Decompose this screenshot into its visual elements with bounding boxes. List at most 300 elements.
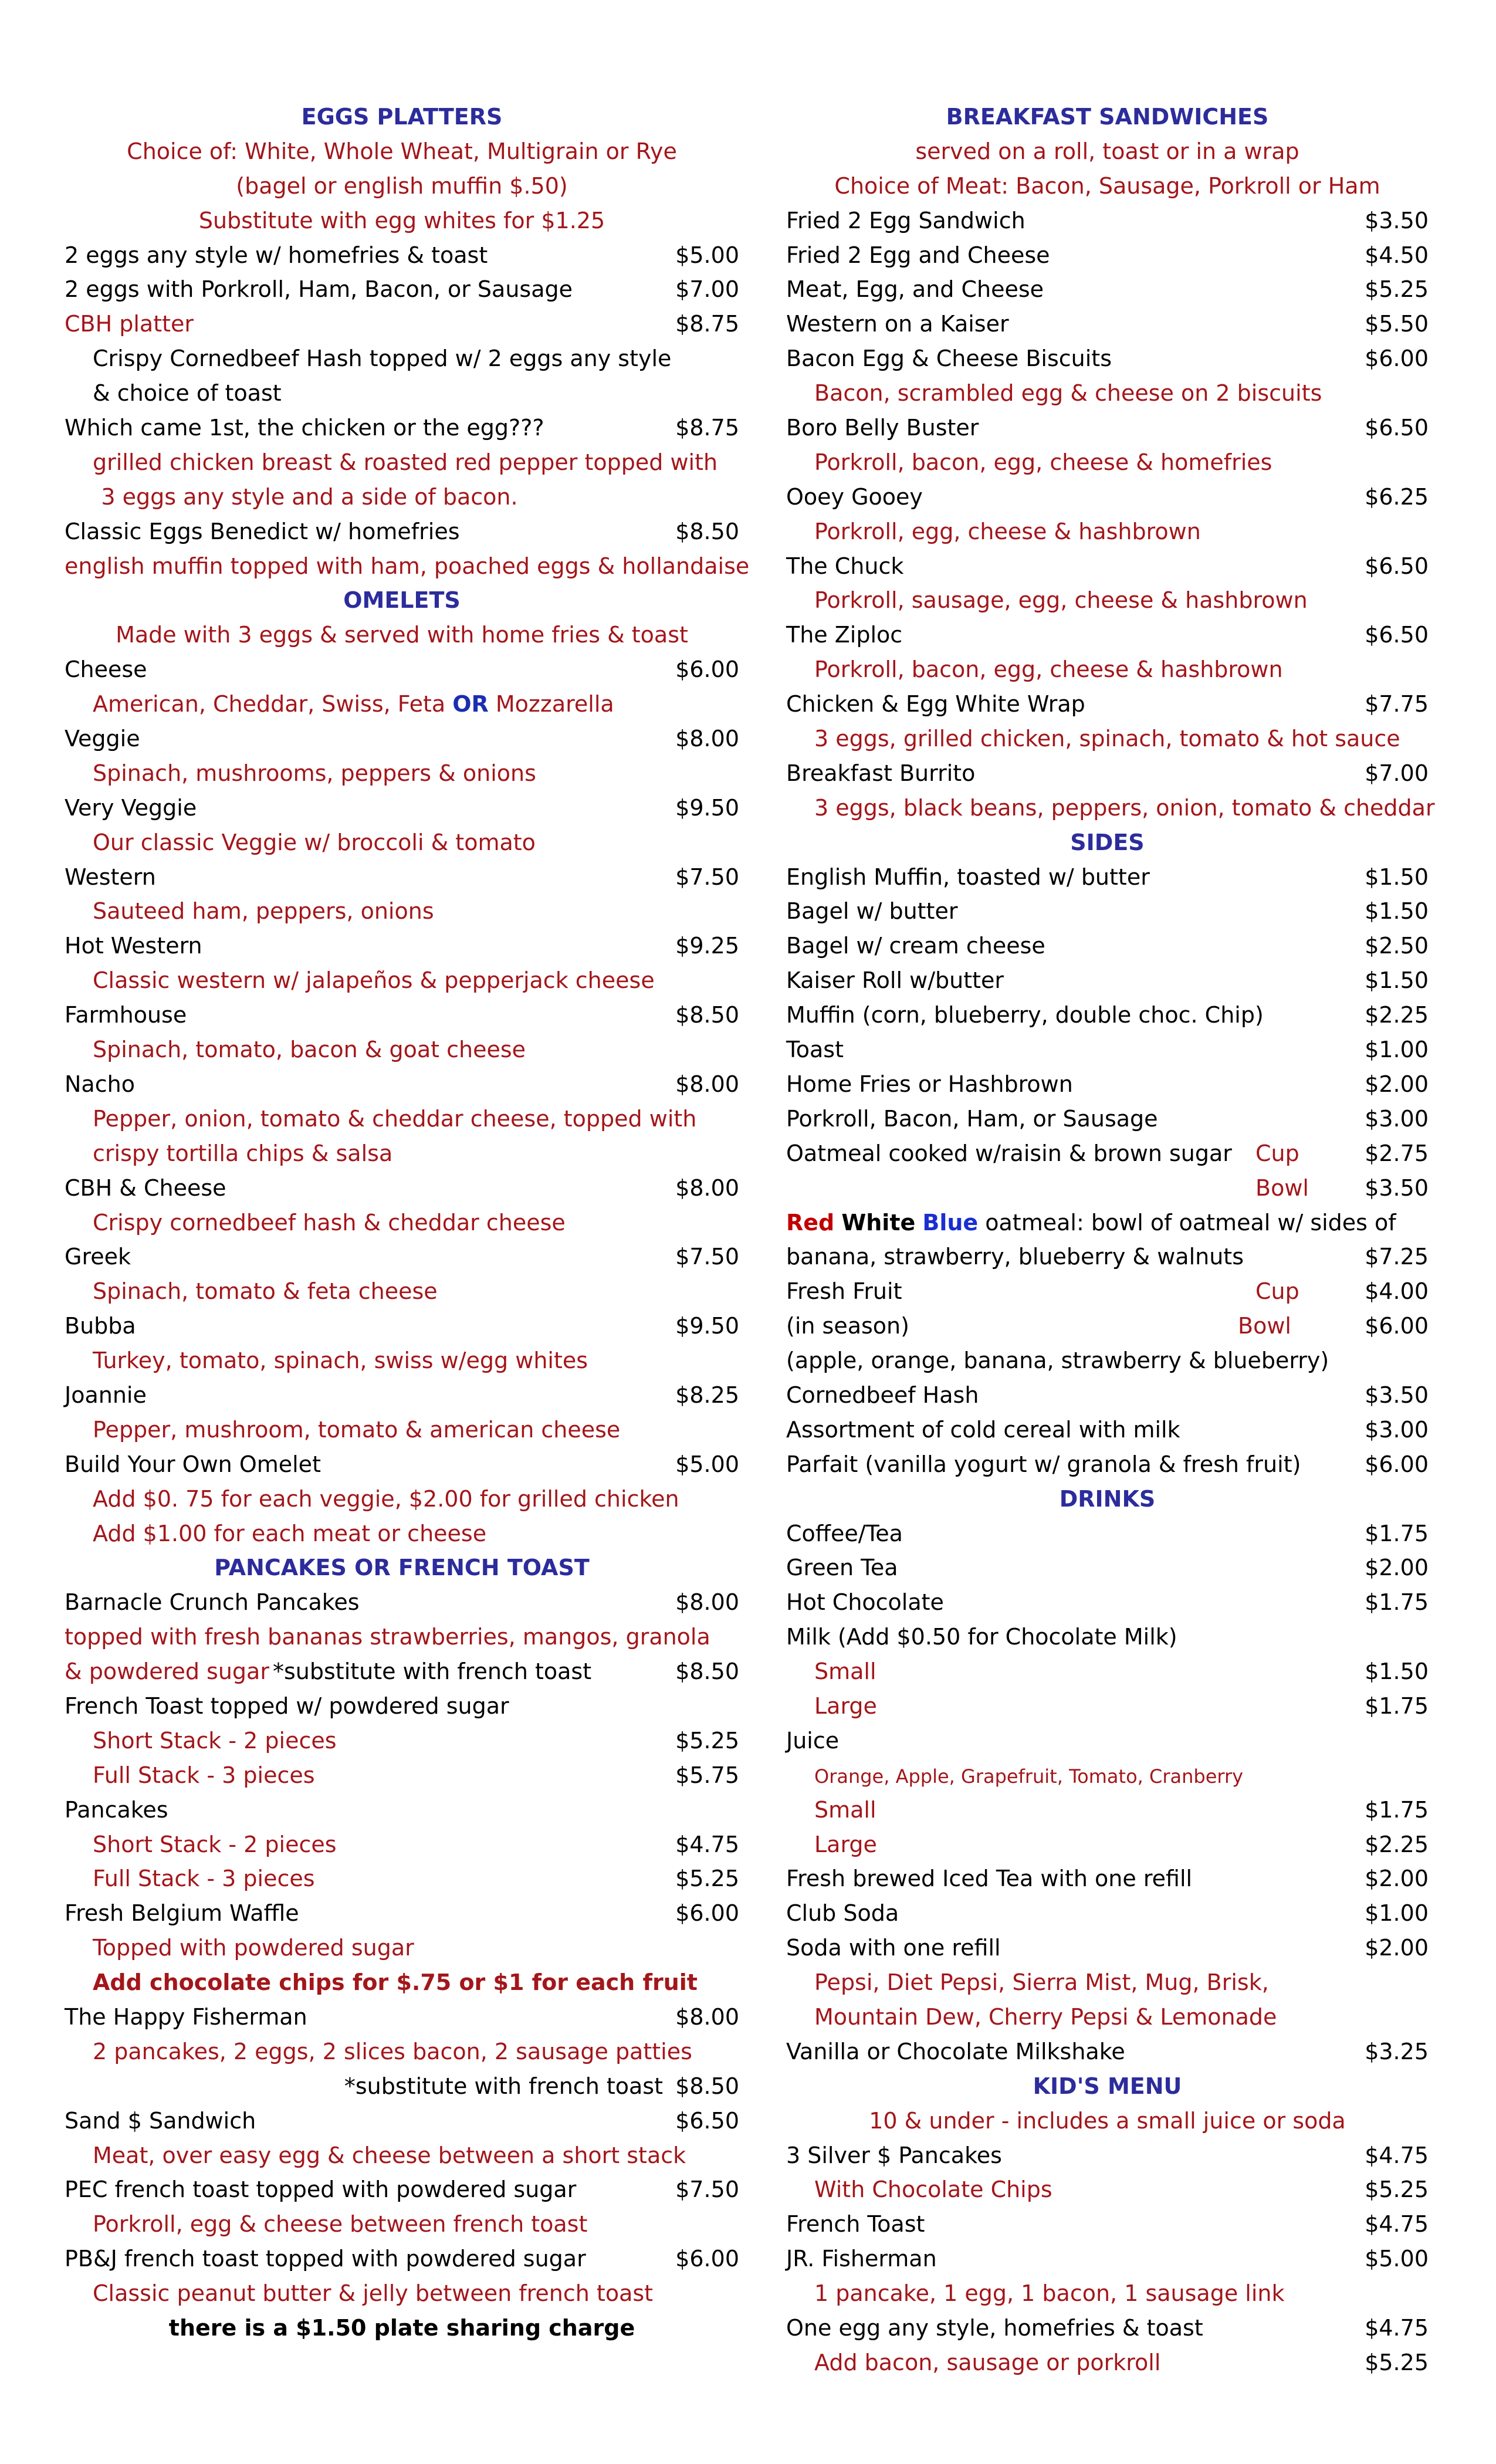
- item-text: (in season): [786, 1313, 909, 1339]
- menu-item: [786, 998, 1429, 1033]
- item-text: Build Your Own Omelet: [65, 1451, 321, 1477]
- menu-item: [65, 722, 739, 756]
- item-price: $5.00: [1365, 2246, 1429, 2272]
- item-text: Orange, Apple, Grapefruit, Tomato, Cranberry: [814, 1765, 1244, 1788]
- item-text: Bacon, scrambled egg & cheese on 2 biscuits: [814, 380, 1322, 407]
- menu-item: [65, 1793, 739, 1827]
- menu-item: [786, 1309, 1429, 1343]
- item-text: Barnacle Crunch Pancakes: [65, 1589, 360, 1616]
- item-text: (bagel or english muffin $.50): [236, 172, 568, 199]
- item-description: [786, 722, 1429, 756]
- item-price: $1.00: [1365, 1900, 1429, 1927]
- item-text: Sand $ Sandwich: [65, 2107, 256, 2134]
- menu-item: [786, 411, 1429, 445]
- item-description: [786, 2276, 1429, 2311]
- item-text: Joannie: [65, 1382, 147, 1408]
- item-text: Assortment of cold cereal with milk: [786, 1416, 1180, 1443]
- item-text: 3 eggs, grilled chicken, spinach, tomato & hot sauce: [814, 726, 1400, 752]
- color-word-white: White: [841, 1209, 916, 1236]
- item-text: Add bacon, sausage or porkroll: [814, 2349, 1161, 2375]
- portion-size: Cup: [1255, 1140, 1299, 1166]
- item-text: 3 eggs, black beans, peppers, onion, tomato & cheddar: [814, 794, 1435, 821]
- item-text: 10 & under - includes a small juice or soda: [869, 2107, 1346, 2134]
- item-text: Western: [65, 864, 156, 890]
- item-text: Spinach, mushrooms, peppers & onions: [93, 760, 536, 786]
- item-description: [65, 963, 739, 998]
- item-text: Choice of Meat: Bacon, Sausage, Porkroll or Ham: [834, 172, 1380, 199]
- section-heading: [786, 2069, 1429, 2104]
- item-description: [786, 652, 1429, 687]
- item-text: PEC french toast topped with powdered sugar: [65, 2177, 577, 2203]
- item-text: BREAKFAST SANDWICHES: [946, 104, 1269, 130]
- item-description: [65, 1482, 739, 1517]
- item-description: [65, 2138, 739, 2173]
- item-text: PANCAKES OR FRENCH TOAST: [214, 1555, 590, 1581]
- item-price: $5.50: [1365, 311, 1429, 337]
- item-text: 2 eggs with Porkroll, Ham, Bacon, or Sausage: [65, 276, 573, 303]
- menu-item: [65, 2242, 739, 2276]
- item-text: OMELETS: [343, 587, 461, 614]
- item-description: [786, 515, 1429, 549]
- item-description: [65, 687, 739, 722]
- item-price: $1.00: [1365, 1037, 1429, 1063]
- item-price: $5.75: [675, 1762, 739, 1788]
- item-text: The Chuck: [786, 553, 904, 579]
- item-text: banana, strawberry, blueberry & walnuts: [786, 1244, 1244, 1270]
- item-text: Classic peanut butter & jelly between french toast: [93, 2280, 654, 2307]
- menu-item: [786, 307, 1429, 341]
- item-price: $8.50: [675, 1002, 739, 1028]
- item-description: [65, 1965, 739, 2000]
- item-text: Crispy Cornedbeef Hash topped w/ 2 eggs any style: [93, 346, 672, 372]
- menu-item: [65, 2069, 739, 2104]
- item-text: French Toast: [786, 2211, 925, 2238]
- menu-item: [65, 2000, 739, 2035]
- item-text: Substitute with egg whites for $1.25: [198, 207, 605, 233]
- item-text: topped with fresh bananas strawberries, mangos, granola: [65, 1624, 710, 1650]
- item-text-rest: oatmeal: bowl of oatmeal w/ sides of: [978, 1209, 1396, 1236]
- item-text: Turkey, tomato, spinach, swiss w/egg whites: [93, 1348, 588, 1374]
- item-price: $6.00: [675, 656, 739, 683]
- menu-item: [786, 1343, 1429, 1378]
- item-text: Kaiser Roll w/butter: [786, 967, 1004, 994]
- menu-item: [786, 687, 1429, 722]
- item-price: $1.75: [1365, 1796, 1429, 1823]
- item-description: [65, 549, 750, 584]
- item-text: (apple, orange, banana, strawberry & blueberry): [786, 1348, 1329, 1374]
- item-text: Hot Western: [65, 933, 202, 959]
- item-price: $3.25: [1365, 2038, 1429, 2064]
- item-price: $3.50: [1365, 207, 1429, 233]
- item-description: [786, 1758, 1429, 1793]
- menu-item: [65, 1240, 739, 1274]
- item-text: PB&J french toast topped with powdered sugar: [65, 2246, 586, 2272]
- item-price: $5.25: [1365, 2177, 1429, 2203]
- item-description: [65, 1413, 739, 1447]
- item-text: Sauteed ham, peppers, onions: [93, 898, 434, 925]
- item-description: [65, 1102, 739, 1136]
- item-text: The Ziploc: [786, 622, 903, 648]
- item-price: $8.00: [675, 1589, 739, 1616]
- item-description: [786, 1689, 1429, 1724]
- item-text: english muffin topped with ham, poached eggs & hollandaise: [65, 553, 750, 579]
- item-text: EGGS PLATTERS: [301, 104, 503, 130]
- item-price: $3.00: [1365, 1416, 1429, 1443]
- item-text: Large: [814, 1831, 877, 1857]
- item-text: KID'S MENU: [1033, 2073, 1182, 2099]
- item-description: [786, 2345, 1429, 2380]
- item-description: [65, 2035, 739, 2069]
- item-text: crispy tortilla chips & salsa: [93, 1140, 393, 1166]
- item-price: $5.25: [1365, 2349, 1429, 2375]
- menu-item: [65, 1309, 739, 1343]
- item-price: $6.00: [675, 1900, 739, 1927]
- item-text: Very Veggie: [65, 794, 197, 821]
- item-text: Hot Chocolate: [786, 1589, 944, 1616]
- color-word-blue: Blue: [922, 1209, 979, 1236]
- item-description: [65, 169, 739, 204]
- item-price: $7.50: [675, 2177, 739, 2203]
- item-text: Fresh Fruit: [786, 1278, 902, 1305]
- item-price: $7.50: [675, 864, 739, 890]
- item-price: $5.25: [1365, 276, 1429, 303]
- item-description: [786, 1827, 1429, 1862]
- menu-item: [65, 1447, 739, 1482]
- item-text: grilled chicken breast & roasted red pepper topped with: [93, 449, 718, 475]
- item-price: $9.50: [675, 1313, 739, 1339]
- item-text: Veggie: [65, 726, 140, 752]
- item-price: $2.50: [1365, 933, 1429, 959]
- item-text: Pepsi, Diet Pepsi, Sierra Mist, Mug, Brisk,: [814, 1969, 1269, 1996]
- menu-item: [65, 1067, 739, 1102]
- menu-item: [786, 1033, 1429, 1067]
- item-text: Oatmeal cooked w/raisin & brown sugar: [786, 1140, 1232, 1166]
- item-text: SIDES: [1070, 829, 1145, 855]
- item-text: Short Stack - 2 pieces: [93, 1727, 337, 1754]
- item-price: $1.50: [1365, 864, 1429, 890]
- item-text: Made with 3 eggs & served with home fries & toast: [116, 622, 688, 648]
- item-description: [65, 1206, 739, 1240]
- item-text: Pepper, onion, tomato & cheddar cheese, topped with: [93, 1105, 697, 1132]
- menu-item: [65, 411, 739, 445]
- item-text: served on a roll, toast or in a wrap: [915, 138, 1299, 164]
- menu-item: [65, 376, 739, 411]
- item-price: $1.50: [1365, 1659, 1429, 1685]
- menu-item: [786, 1413, 1429, 1447]
- menu-item: [786, 549, 1429, 584]
- menu-item: [65, 515, 739, 549]
- item-text: Porkroll, sausage, egg, cheese & hashbrown: [814, 587, 1308, 614]
- menu-item: [786, 1274, 1429, 1309]
- item-text: Pepper, mushroom, tomato & american cheese: [93, 1416, 621, 1443]
- menu-item: [786, 1620, 1429, 1654]
- item-text: Large: [814, 1693, 877, 1719]
- item-text: One egg any style, homefries & toast: [786, 2315, 1203, 2341]
- item-text-end: Mozzarella: [488, 691, 614, 717]
- item-text: Bagel w/ butter: [786, 898, 958, 925]
- item-text: CBH platter: [65, 311, 194, 337]
- item-text: Greek: [65, 1244, 131, 1270]
- item-description: [786, 1965, 1429, 2000]
- item-price: $4.50: [1365, 242, 1429, 268]
- item-text: Add chocolate chips for $.75 or $1 for each fruit: [93, 1969, 698, 1996]
- item-price: $1.75: [1365, 1589, 1429, 1616]
- item-text: Porkroll, bacon, egg, cheese & homefries: [814, 449, 1272, 475]
- item-text: Milk (Add $0.50 for Chocolate Milk): [786, 1624, 1177, 1650]
- item-price: $8.00: [675, 726, 739, 752]
- item-text: Meat, Egg, and Cheese: [786, 276, 1044, 303]
- menu-item: [65, 1171, 739, 1206]
- section-heading: [65, 100, 739, 134]
- item-text: Muffin (corn, blueberry, double choc. Chip): [786, 1002, 1264, 1028]
- item-description: [65, 1274, 739, 1309]
- item-price: $5.00: [675, 1451, 739, 1477]
- item-text: Porkroll, bacon, egg, cheese & hashbrown: [814, 656, 1283, 683]
- item-text: Breakfast Burrito: [786, 760, 976, 786]
- item-price: $1.50: [1365, 898, 1429, 925]
- menu-item: [786, 2242, 1429, 2276]
- menu-item: [786, 963, 1429, 998]
- right-column: [786, 100, 1435, 2380]
- item-text: Coffee/Tea: [786, 1520, 903, 1546]
- section-heading: [65, 583, 739, 618]
- menu-item: [786, 238, 1429, 273]
- item-price: $8.50: [675, 2073, 739, 2099]
- menu-item: [786, 480, 1429, 515]
- menu-item: [786, 618, 1429, 652]
- item-text: Porkroll, egg & cheese between french toast: [93, 2211, 588, 2238]
- menu-item: [65, 2172, 739, 2207]
- item-price: $8.50: [675, 518, 739, 544]
- item-text: Small: [814, 1659, 876, 1685]
- item-price: $3.00: [1365, 1105, 1429, 1132]
- menu-item: [65, 272, 739, 307]
- item-description: [65, 1136, 739, 1171]
- menu-item: [786, 2138, 1429, 2173]
- menu-item: [786, 1896, 1429, 1931]
- item-text: Meat, over easy egg & cheese between a short stack: [93, 2142, 686, 2168]
- item-text: Green Tea: [786, 1555, 898, 1581]
- menu-item: [786, 2311, 1429, 2345]
- item-price: $1.75: [1365, 1520, 1429, 1546]
- item-text: 3 Silver $ Pancakes: [786, 2142, 1002, 2168]
- item-text: French Toast topped w/ powdered sugar: [65, 1693, 509, 1719]
- item-text: Western on a Kaiser: [786, 311, 1009, 337]
- menu-item: [65, 238, 739, 273]
- item-text: Club Soda: [786, 1900, 899, 1927]
- item-text: there is a $1.50 plate sharing charge: [168, 2315, 635, 2341]
- item-price: $4.00: [1365, 1278, 1429, 1305]
- menu-item: [65, 860, 739, 895]
- item-text: Pancakes: [65, 1796, 168, 1823]
- menu-item: [65, 1689, 739, 1724]
- item-text: 2 eggs any style w/ homefries & toast: [65, 242, 488, 268]
- item-price: $4.75: [675, 1831, 739, 1857]
- item-price: $8.25: [675, 1382, 739, 1408]
- item-price: $7.00: [1365, 760, 1429, 786]
- item-text: Ooey Gooey: [786, 483, 923, 510]
- item-price: $6.50: [1365, 622, 1429, 648]
- menu-item: [786, 860, 1429, 895]
- item-text: Fried 2 Egg Sandwich: [786, 207, 1025, 233]
- menu-item: [65, 2311, 739, 2345]
- item-text: Boro Belly Buster: [786, 415, 979, 441]
- left-column: [65, 100, 750, 2345]
- item-text: Nacho: [65, 1071, 135, 1097]
- item-description: [65, 1517, 739, 1551]
- item-price: $8.75: [675, 311, 739, 337]
- item-description: [65, 204, 739, 238]
- item-text: Spinach, tomato & feta cheese: [93, 1278, 438, 1305]
- item-price: $2.25: [1365, 1831, 1429, 1857]
- item-description: [786, 2172, 1429, 2207]
- section-heading: [786, 825, 1429, 860]
- item-text: The Happy Fisherman: [65, 2003, 307, 2030]
- item-description: [65, 1931, 739, 1965]
- menu-item: [786, 1171, 1429, 1206]
- item-description: [65, 134, 739, 169]
- item-price: $2.75: [1365, 1140, 1429, 1166]
- menu-item: [65, 1896, 739, 1931]
- item-text: Our classic Veggie w/ broccoli & tomato: [93, 829, 536, 855]
- item-text: Juice: [786, 1727, 840, 1754]
- color-word-red: Red: [786, 1209, 835, 1236]
- item-description: [786, 1793, 1429, 1827]
- section-heading: [65, 1551, 739, 1585]
- menu-item: [786, 1551, 1429, 1585]
- item-text: Which came 1st, the chicken or the egg???: [65, 415, 544, 441]
- menu-item: [786, 1724, 1429, 1758]
- item-price: $9.50: [675, 794, 739, 821]
- item-price: $4.75: [1365, 2211, 1429, 2238]
- item-price: $5.25: [675, 1727, 739, 1754]
- item-text: Bubba: [65, 1313, 136, 1339]
- item-text: Bacon Egg & Cheese Biscuits: [786, 346, 1112, 372]
- item-text: Fresh Belgium Waffle: [65, 1900, 299, 1927]
- item-text: 1 pancake, 1 egg, 1 bacon, 1 sausage link: [814, 2280, 1285, 2307]
- menu-item: [786, 894, 1429, 929]
- item-text: Crispy cornedbeef hash & cheddar cheese: [93, 1209, 566, 1236]
- item-description: [65, 1827, 739, 1862]
- item-price: $7.25: [1365, 1244, 1429, 1270]
- item-price: $4.75: [1365, 2142, 1429, 2168]
- item-price: $6.50: [1365, 553, 1429, 579]
- item-text: Spinach, tomato, bacon & goat cheese: [93, 1037, 526, 1063]
- item-text: Bagel w/ cream cheese: [786, 933, 1045, 959]
- item-description: [65, 1758, 739, 1793]
- menu-item: [65, 2104, 739, 2138]
- item-description: [786, 2104, 1429, 2138]
- item-text: Classic Eggs Benedict w/ homefries: [65, 518, 460, 544]
- item-text: Farmhouse: [65, 1002, 187, 1028]
- item-price: $2.00: [1365, 1935, 1429, 1961]
- item-description: [786, 1654, 1429, 1689]
- item-description: [786, 376, 1429, 411]
- item-description: [65, 1654, 739, 1689]
- item-text: Short Stack - 2 pieces: [93, 1831, 337, 1857]
- item-text: 2 pancakes, 2 eggs, 2 slices bacon, 2 sausage patties: [93, 2038, 692, 2064]
- item-description: [786, 169, 1429, 204]
- item-text-emphasis: OR: [452, 691, 489, 717]
- item-price: $4.75: [1365, 2315, 1429, 2341]
- item-text: [786, 1206, 1396, 1240]
- menu-item: [786, 1067, 1429, 1102]
- item-description: [65, 1343, 739, 1378]
- item-description: [65, 756, 739, 791]
- item-text: 3 eggs any style and a side of bacon.: [101, 483, 518, 510]
- item-text: & choice of toast: [93, 380, 282, 407]
- menu-item: [786, 1240, 1429, 1274]
- item-price: $2.25: [1365, 1002, 1429, 1028]
- item-price: $6.00: [1365, 346, 1429, 372]
- menu-item: [786, 1378, 1429, 1413]
- item-text: Chicken & Egg White Wrap: [786, 691, 1085, 717]
- item-description: [65, 2276, 739, 2311]
- item-price: $7.75: [1365, 691, 1429, 717]
- section-heading: [786, 100, 1429, 134]
- item-text: Porkroll, Bacon, Ham, or Sausage: [786, 1105, 1158, 1132]
- item-text-start: American, Cheddar, Swiss, Feta: [93, 691, 453, 717]
- item-description: [786, 134, 1429, 169]
- menu-item: [786, 1861, 1429, 1896]
- item-description: [65, 1861, 739, 1896]
- menu-item: [786, 756, 1429, 791]
- item-description: [65, 825, 739, 860]
- item-price: $8.00: [675, 1071, 739, 1097]
- item-price: $6.50: [675, 2107, 739, 2134]
- item-price: $3.50: [1365, 1382, 1429, 1408]
- item-text: Home Fries or Hashbrown: [786, 1071, 1073, 1097]
- item-price: $1.50: [1365, 967, 1429, 994]
- item-price: $9.25: [675, 933, 739, 959]
- item-text: Toast: [786, 1037, 844, 1063]
- item-text: English Muffin, toasted w/ butter: [786, 864, 1150, 890]
- item-text: Porkroll, egg, cheese & hashbrown: [814, 518, 1201, 544]
- item-price: $7.50: [675, 1244, 739, 1270]
- item-text: Soda with one refill: [786, 1935, 1001, 1961]
- item-description: [65, 1033, 739, 1067]
- item-description: [786, 445, 1429, 480]
- item-description: [65, 1620, 739, 1654]
- item-text: Vanilla or Chocolate Milkshake: [786, 2038, 1125, 2064]
- item-price: $6.50: [1365, 415, 1429, 441]
- item-description: [786, 791, 1435, 825]
- portion-size: Bowl: [1238, 1313, 1291, 1339]
- item-text: JR. Fisherman: [786, 2246, 937, 2272]
- menu-item: [65, 341, 739, 376]
- item-text: [65, 687, 614, 722]
- substitute-note: *substitute with french toast: [344, 2073, 663, 2099]
- item-price: $1.75: [1365, 1693, 1429, 1719]
- item-description: [65, 445, 739, 480]
- item-text: Full Stack - 3 pieces: [93, 1866, 315, 1892]
- menu-item: [786, 1102, 1429, 1136]
- menu-item: [786, 272, 1429, 307]
- menu-item: [65, 998, 739, 1033]
- item-text: With Chocolate Chips: [814, 2177, 1052, 2203]
- item-text: Small: [814, 1796, 876, 1823]
- menu-item: [786, 341, 1429, 376]
- item-price: $6.00: [675, 2246, 739, 2272]
- item-price: $8.75: [675, 415, 739, 441]
- menu-item: [65, 791, 739, 825]
- menu-item: [786, 1136, 1429, 1171]
- menu-item: [786, 2207, 1429, 2242]
- item-price: $5.00: [675, 242, 739, 268]
- menu-item: [786, 1931, 1429, 1965]
- menu-item: [786, 1206, 1429, 1240]
- item-text: CBH & Cheese: [65, 1175, 226, 1201]
